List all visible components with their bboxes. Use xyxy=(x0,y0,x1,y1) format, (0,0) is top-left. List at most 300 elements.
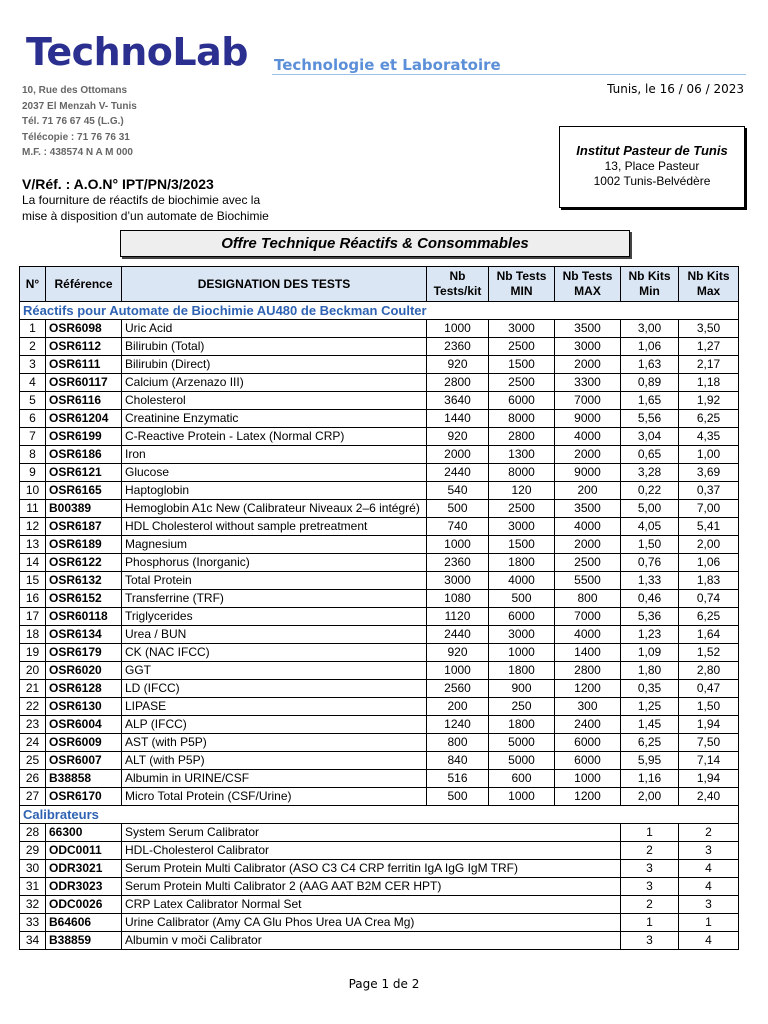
kits-max: 1,94 xyxy=(679,716,739,734)
kits-max: 1,00 xyxy=(679,446,739,464)
row-number: 13 xyxy=(20,536,46,554)
reference-code: OSR6165 xyxy=(46,482,122,500)
tests-max: 9000 xyxy=(555,464,621,482)
tests-per-kit: 920 xyxy=(427,356,489,374)
header-line: Nb Tests xyxy=(496,269,547,283)
row-number: 26 xyxy=(20,770,46,788)
reference-code: B00389 xyxy=(46,500,122,518)
table-row xyxy=(20,716,739,734)
tests-per-kit: 2440 xyxy=(427,464,489,482)
kits-min: 5,36 xyxy=(621,608,679,626)
table-row xyxy=(20,518,739,536)
row-number: 25 xyxy=(20,752,46,770)
table-row xyxy=(20,464,739,482)
kits-max: 4 xyxy=(679,878,739,896)
reference-description xyxy=(22,192,302,224)
tests-min: 1500 xyxy=(489,536,555,554)
kits-max: 2 xyxy=(679,824,739,842)
table-row xyxy=(20,860,739,878)
row-number: 9 xyxy=(20,464,46,482)
reference-code: OSR6009 xyxy=(46,734,122,752)
test-designation: Transferrine (TRF) xyxy=(122,590,427,608)
tests-per-kit: 920 xyxy=(427,428,489,446)
row-number: 34 xyxy=(20,932,46,950)
reference-code: OSR6122 xyxy=(46,554,122,572)
table-row xyxy=(20,662,739,680)
header-reference: Référence xyxy=(46,267,122,302)
calibrator-designation: Serum Protein Multi Calibrator (ASO C3 C4 CRP ferritin IgA IgG IgM TRF) xyxy=(122,860,621,878)
kits-max: 4 xyxy=(679,932,739,950)
table-row xyxy=(20,896,739,914)
table-row xyxy=(20,392,739,410)
table-row xyxy=(20,932,739,950)
tests-per-kit: 1440 xyxy=(427,410,489,428)
kits-max: 7,00 xyxy=(679,500,739,518)
tests-max: 2500 xyxy=(555,554,621,572)
test-designation: Cholesterol xyxy=(122,392,427,410)
section-title-calibrators: Calibrateurs xyxy=(20,806,739,824)
kits-min: 1,06 xyxy=(621,338,679,356)
table-row xyxy=(20,608,739,626)
kits-max: 1,64 xyxy=(679,626,739,644)
tests-per-kit: 3640 xyxy=(427,392,489,410)
reference-code: ODR3021 xyxy=(46,860,122,878)
tests-min: 1800 xyxy=(489,716,555,734)
row-number: 2 xyxy=(20,338,46,356)
tests-min: 3000 xyxy=(489,518,555,536)
tests-max: 3000 xyxy=(555,338,621,356)
kits-max: 5,41 xyxy=(679,518,739,536)
reference-code: ODR3023 xyxy=(46,878,122,896)
kits-min: 5,56 xyxy=(621,410,679,428)
reference-code: OSR6170 xyxy=(46,788,122,806)
calibrator-designation: HDL-Cholesterol Calibrator xyxy=(122,842,621,860)
kits-min: 3 xyxy=(621,932,679,950)
table-row xyxy=(20,698,739,716)
test-designation: Bilirubin (Total) xyxy=(122,338,427,356)
kits-min: 1,09 xyxy=(621,644,679,662)
reference-code: OSR6098 xyxy=(46,320,122,338)
header-tests-per-kit xyxy=(427,267,489,302)
table-row xyxy=(20,680,739,698)
tests-per-kit: 3000 xyxy=(427,572,489,590)
tests-per-kit: 2560 xyxy=(427,680,489,698)
kits-min: 1,65 xyxy=(621,392,679,410)
tests-max: 3300 xyxy=(555,374,621,392)
row-number: 6 xyxy=(20,410,46,428)
kits-min: 0,89 xyxy=(621,374,679,392)
table-row xyxy=(20,878,739,896)
tests-per-kit: 2000 xyxy=(427,446,489,464)
tests-per-kit: 1000 xyxy=(427,662,489,680)
section-row-reagents xyxy=(20,302,739,320)
kits-max: 3,69 xyxy=(679,464,739,482)
tests-max: 1400 xyxy=(555,644,621,662)
test-designation: ALP (IFCC) xyxy=(122,716,427,734)
kits-min: 5,95 xyxy=(621,752,679,770)
tests-per-kit: 840 xyxy=(427,752,489,770)
table-row xyxy=(20,554,739,572)
tests-per-kit: 1240 xyxy=(427,716,489,734)
tests-max: 4000 xyxy=(555,428,621,446)
reference-code: OSR6132 xyxy=(46,572,122,590)
tests-max: 800 xyxy=(555,590,621,608)
header-line: Max xyxy=(696,284,721,298)
tests-min: 500 xyxy=(489,590,555,608)
test-designation: Total Protein xyxy=(122,572,427,590)
test-designation: Hemoglobin A1c New (Calibrateur Niveaux 2–6 intégré) xyxy=(122,500,427,518)
kits-max: 4 xyxy=(679,860,739,878)
tests-min: 900 xyxy=(489,680,555,698)
reference-code: OSR6186 xyxy=(46,446,122,464)
row-number: 22 xyxy=(20,698,46,716)
reference-code: OSR6187 xyxy=(46,518,122,536)
tests-max: 7000 xyxy=(555,392,621,410)
table-row xyxy=(20,842,739,860)
tests-min: 120 xyxy=(489,482,555,500)
table-header-row xyxy=(20,267,739,302)
test-designation: GGT xyxy=(122,662,427,680)
reference-code: OSR6112 xyxy=(46,338,122,356)
row-number: 24 xyxy=(20,734,46,752)
kits-max: 3,50 xyxy=(679,320,739,338)
test-designation: ALT (with P5P) xyxy=(122,752,427,770)
address-line: 2037 El Menzah V- Tunis xyxy=(22,100,137,112)
kits-min: 3,04 xyxy=(621,428,679,446)
kits-max: 1,52 xyxy=(679,644,739,662)
row-number: 12 xyxy=(20,518,46,536)
kits-max: 2,40 xyxy=(679,788,739,806)
kits-min: 2 xyxy=(621,896,679,914)
kits-min: 1,80 xyxy=(621,662,679,680)
test-designation: Iron xyxy=(122,446,427,464)
test-designation: Glucose xyxy=(122,464,427,482)
company-logo-text: TechnoLab xyxy=(26,30,248,74)
kits-max: 0,74 xyxy=(679,590,739,608)
address-line: M.F. : 438574 N A M 000 xyxy=(22,147,133,158)
tests-per-kit: 2360 xyxy=(427,338,489,356)
test-designation: AST (with P5P) xyxy=(122,734,427,752)
calibrator-designation: Urine Calibrator (Amy CA Glu Phos Urea UA Crea Mg) xyxy=(122,914,621,932)
reference-code: OSR60117 xyxy=(46,374,122,392)
kits-max: 3 xyxy=(679,896,739,914)
test-designation: HDL Cholesterol without sample pretreatment xyxy=(122,518,427,536)
reference-code: OSR6121 xyxy=(46,464,122,482)
address-line: Télécopie : 71 76 76 31 xyxy=(22,131,130,143)
table-row xyxy=(20,914,739,932)
reference-code: B38858 xyxy=(46,770,122,788)
row-number: 19 xyxy=(20,644,46,662)
tests-max: 4000 xyxy=(555,518,621,536)
tests-max: 200 xyxy=(555,482,621,500)
tests-per-kit: 2360 xyxy=(427,554,489,572)
kits-max: 1,83 xyxy=(679,572,739,590)
test-designation: Phosphorus (Inorganic) xyxy=(122,554,427,572)
kits-min: 4,05 xyxy=(621,518,679,536)
table-row xyxy=(20,410,739,428)
header-line: MAX xyxy=(574,284,601,298)
kits-min: 3 xyxy=(621,878,679,896)
reference-code: OSR6004 xyxy=(46,716,122,734)
kits-max: 2,00 xyxy=(679,536,739,554)
reference-code: OSR6152 xyxy=(46,590,122,608)
row-number: 29 xyxy=(20,842,46,860)
kits-max: 0,37 xyxy=(679,482,739,500)
kits-min: 0,76 xyxy=(621,554,679,572)
kits-max: 3 xyxy=(679,842,739,860)
tests-max: 1200 xyxy=(555,788,621,806)
address-line: Tél. 71 76 67 45 (L.G.) xyxy=(22,116,124,127)
tests-max: 300 xyxy=(555,698,621,716)
kits-max: 2,80 xyxy=(679,662,739,680)
recipient-address-line: 13, Place Pasteur xyxy=(604,159,700,173)
header-line: Nb Kits xyxy=(687,269,730,283)
document-date: Tunis, le 16 / 06 / 2023 xyxy=(607,82,744,96)
tests-min: 4000 xyxy=(489,572,555,590)
kits-max: 6,25 xyxy=(679,410,739,428)
kits-min: 6,25 xyxy=(621,734,679,752)
kits-min: 1,23 xyxy=(621,626,679,644)
section-row-calibrators xyxy=(20,806,739,824)
kits-max: 1,50 xyxy=(679,698,739,716)
header-line: Min xyxy=(639,284,660,298)
reference-code: 66300 xyxy=(46,824,122,842)
header-line: MIN xyxy=(510,284,533,298)
tests-per-kit: 1120 xyxy=(427,608,489,626)
address-line: 10, Rue des Ottomans xyxy=(22,85,128,96)
reference-code: OSR6007 xyxy=(46,752,122,770)
company-address xyxy=(22,83,137,161)
tests-min: 2500 xyxy=(489,338,555,356)
reference-code: OSR6111 xyxy=(46,356,122,374)
test-designation: LD (IFCC) xyxy=(122,680,427,698)
reference-code: OSR6199 xyxy=(46,428,122,446)
recipient-address-line: 1002 Tunis-Belvédère xyxy=(593,174,711,188)
row-number: 27 xyxy=(20,788,46,806)
tests-min: 3000 xyxy=(489,320,555,338)
test-designation: Uric Acid xyxy=(122,320,427,338)
kits-max: 4,35 xyxy=(679,428,739,446)
tests-min: 2500 xyxy=(489,500,555,518)
row-number: 28 xyxy=(20,824,46,842)
reference-code: ODC0026 xyxy=(46,896,122,914)
test-designation: Triglycerides xyxy=(122,608,427,626)
table-row xyxy=(20,626,739,644)
test-designation: Micro Total Protein (CSF/Urine) xyxy=(122,788,427,806)
tests-max: 6000 xyxy=(555,734,621,752)
row-number: 4 xyxy=(20,374,46,392)
tests-per-kit: 800 xyxy=(427,734,489,752)
kits-min: 3 xyxy=(621,860,679,878)
table-row xyxy=(20,824,739,842)
tests-per-kit: 500 xyxy=(427,500,489,518)
header-tests-max xyxy=(555,267,621,302)
header-tests-min xyxy=(489,267,555,302)
calibrator-designation: CRP Latex Calibrator Normal Set xyxy=(122,896,621,914)
header-line: Nb Kits xyxy=(628,269,671,283)
table-row xyxy=(20,446,739,464)
recipient-name: Institut Pasteur de Tunis xyxy=(576,143,728,158)
tests-table xyxy=(19,266,739,950)
kits-min: 1 xyxy=(621,914,679,932)
reference-code: OSR6134 xyxy=(46,626,122,644)
kits-min: 2,00 xyxy=(621,788,679,806)
kits-min: 0,35 xyxy=(621,680,679,698)
table-row xyxy=(20,590,739,608)
tests-per-kit: 2800 xyxy=(427,374,489,392)
tests-min: 8000 xyxy=(489,464,555,482)
kits-max: 1,27 xyxy=(679,338,739,356)
reference-description-line: mise à disposition d’un automate de Biochimie xyxy=(22,209,269,223)
table-row xyxy=(20,338,739,356)
tests-min: 6000 xyxy=(489,608,555,626)
kits-min: 1,16 xyxy=(621,770,679,788)
table-row xyxy=(20,788,739,806)
kits-min: 1,25 xyxy=(621,698,679,716)
tests-min: 5000 xyxy=(489,752,555,770)
page-number: Page 1 de 2 xyxy=(348,977,420,991)
table-row xyxy=(20,428,739,446)
header-designation: DESIGNATION DES TESTS xyxy=(122,267,427,302)
tests-per-kit: 2440 xyxy=(427,626,489,644)
row-number: 18 xyxy=(20,626,46,644)
table-row xyxy=(20,770,739,788)
kits-max: 7,14 xyxy=(679,752,739,770)
row-number: 11 xyxy=(20,500,46,518)
tests-per-kit: 1000 xyxy=(427,536,489,554)
kits-min: 1,50 xyxy=(621,536,679,554)
tests-min: 600 xyxy=(489,770,555,788)
section-title-reagents: Réactifs pour Automate de Biochimie AU480 de Beckman Coulter xyxy=(20,302,739,320)
tests-max: 2800 xyxy=(555,662,621,680)
row-number: 15 xyxy=(20,572,46,590)
reference-code: OSR6130 xyxy=(46,698,122,716)
row-number: 10 xyxy=(20,482,46,500)
reference-code: ODC0011 xyxy=(46,842,122,860)
tests-max: 2000 xyxy=(555,356,621,374)
tests-per-kit: 500 xyxy=(427,788,489,806)
tests-per-kit: 920 xyxy=(427,644,489,662)
header-line: Tests/kit xyxy=(433,284,482,298)
header-line: Nb xyxy=(449,269,466,283)
kits-min: 1 xyxy=(621,824,679,842)
kits-max: 1,94 xyxy=(679,770,739,788)
row-number: 14 xyxy=(20,554,46,572)
tests-min: 5000 xyxy=(489,734,555,752)
table-row xyxy=(20,644,739,662)
tests-min: 3000 xyxy=(489,626,555,644)
tests-min: 8000 xyxy=(489,410,555,428)
tests-min: 1000 xyxy=(489,644,555,662)
row-number: 16 xyxy=(20,590,46,608)
row-number: 3 xyxy=(20,356,46,374)
reference-label: V/Réf. : A.O.N° IPT/PN/3/2023 xyxy=(22,176,214,192)
tests-per-kit: 516 xyxy=(427,770,489,788)
test-designation: Albumin in URINE/CSF xyxy=(122,770,427,788)
kits-min: 1,63 xyxy=(621,356,679,374)
kits-min: 2 xyxy=(621,842,679,860)
row-number: 21 xyxy=(20,680,46,698)
test-designation: CK (NAC IFCC) xyxy=(122,644,427,662)
tests-max: 1200 xyxy=(555,680,621,698)
tests-max: 3500 xyxy=(555,500,621,518)
calibrator-designation: Serum Protein Multi Calibrator 2 (AAG AAT B2M CER HPT) xyxy=(122,878,621,896)
tests-min: 1000 xyxy=(489,788,555,806)
header-line: Nb Tests xyxy=(562,269,613,283)
header-kits-max xyxy=(679,267,739,302)
kits-min: 5,00 xyxy=(621,500,679,518)
header-num: N° xyxy=(20,267,46,302)
row-number: 20 xyxy=(20,662,46,680)
reference-code: OSR6020 xyxy=(46,662,122,680)
tests-max: 5500 xyxy=(555,572,621,590)
table-row xyxy=(20,374,739,392)
row-number: 7 xyxy=(20,428,46,446)
tests-max: 7000 xyxy=(555,608,621,626)
row-number: 30 xyxy=(20,860,46,878)
recipient-box xyxy=(559,126,745,208)
tests-max: 2000 xyxy=(555,446,621,464)
kits-max: 1,18 xyxy=(679,374,739,392)
test-designation: Haptoglobin xyxy=(122,482,427,500)
table-row xyxy=(20,752,739,770)
table-row xyxy=(20,536,739,554)
row-number: 17 xyxy=(20,608,46,626)
tests-min: 1500 xyxy=(489,356,555,374)
row-number: 8 xyxy=(20,446,46,464)
calibrator-designation: Albumin v moči Calibrator xyxy=(122,932,621,950)
row-number: 1 xyxy=(20,320,46,338)
kits-max: 1,92 xyxy=(679,392,739,410)
reference-code: OSR6189 xyxy=(46,536,122,554)
row-number: 31 xyxy=(20,878,46,896)
tests-max: 2000 xyxy=(555,536,621,554)
tests-min: 1800 xyxy=(489,662,555,680)
kits-max: 6,25 xyxy=(679,608,739,626)
test-designation: Urea / BUN xyxy=(122,626,427,644)
reference-code: OSR6128 xyxy=(46,680,122,698)
calibrator-designation: System Serum Calibrator xyxy=(122,824,621,842)
tests-per-kit: 740 xyxy=(427,518,489,536)
tests-per-kit: 1080 xyxy=(427,590,489,608)
test-designation: Bilirubin (Direct) xyxy=(122,356,427,374)
tests-max: 4000 xyxy=(555,626,621,644)
kits-max: 1,06 xyxy=(679,554,739,572)
table-row xyxy=(20,356,739,374)
test-designation: Magnesium xyxy=(122,536,427,554)
tests-max: 3500 xyxy=(555,320,621,338)
tests-per-kit: 200 xyxy=(427,698,489,716)
offer-title: Offre Technique Réactifs & Consommables xyxy=(120,230,630,257)
tests-max: 2400 xyxy=(555,716,621,734)
row-number: 32 xyxy=(20,896,46,914)
tests-min: 2800 xyxy=(489,428,555,446)
kits-min: 1,45 xyxy=(621,716,679,734)
kits-min: 0,65 xyxy=(621,446,679,464)
kits-max: 7,50 xyxy=(679,734,739,752)
reference-code: OSR61204 xyxy=(46,410,122,428)
reference-code: B64606 xyxy=(46,914,122,932)
table-row xyxy=(20,320,739,338)
test-designation: C-Reactive Protein - Latex (Normal CRP) xyxy=(122,428,427,446)
tests-min: 250 xyxy=(489,698,555,716)
kits-min: 1,33 xyxy=(621,572,679,590)
kits-min: 3,00 xyxy=(621,320,679,338)
row-number: 5 xyxy=(20,392,46,410)
tests-min: 2500 xyxy=(489,374,555,392)
test-designation: LIPASE xyxy=(122,698,427,716)
kits-min: 0,22 xyxy=(621,482,679,500)
